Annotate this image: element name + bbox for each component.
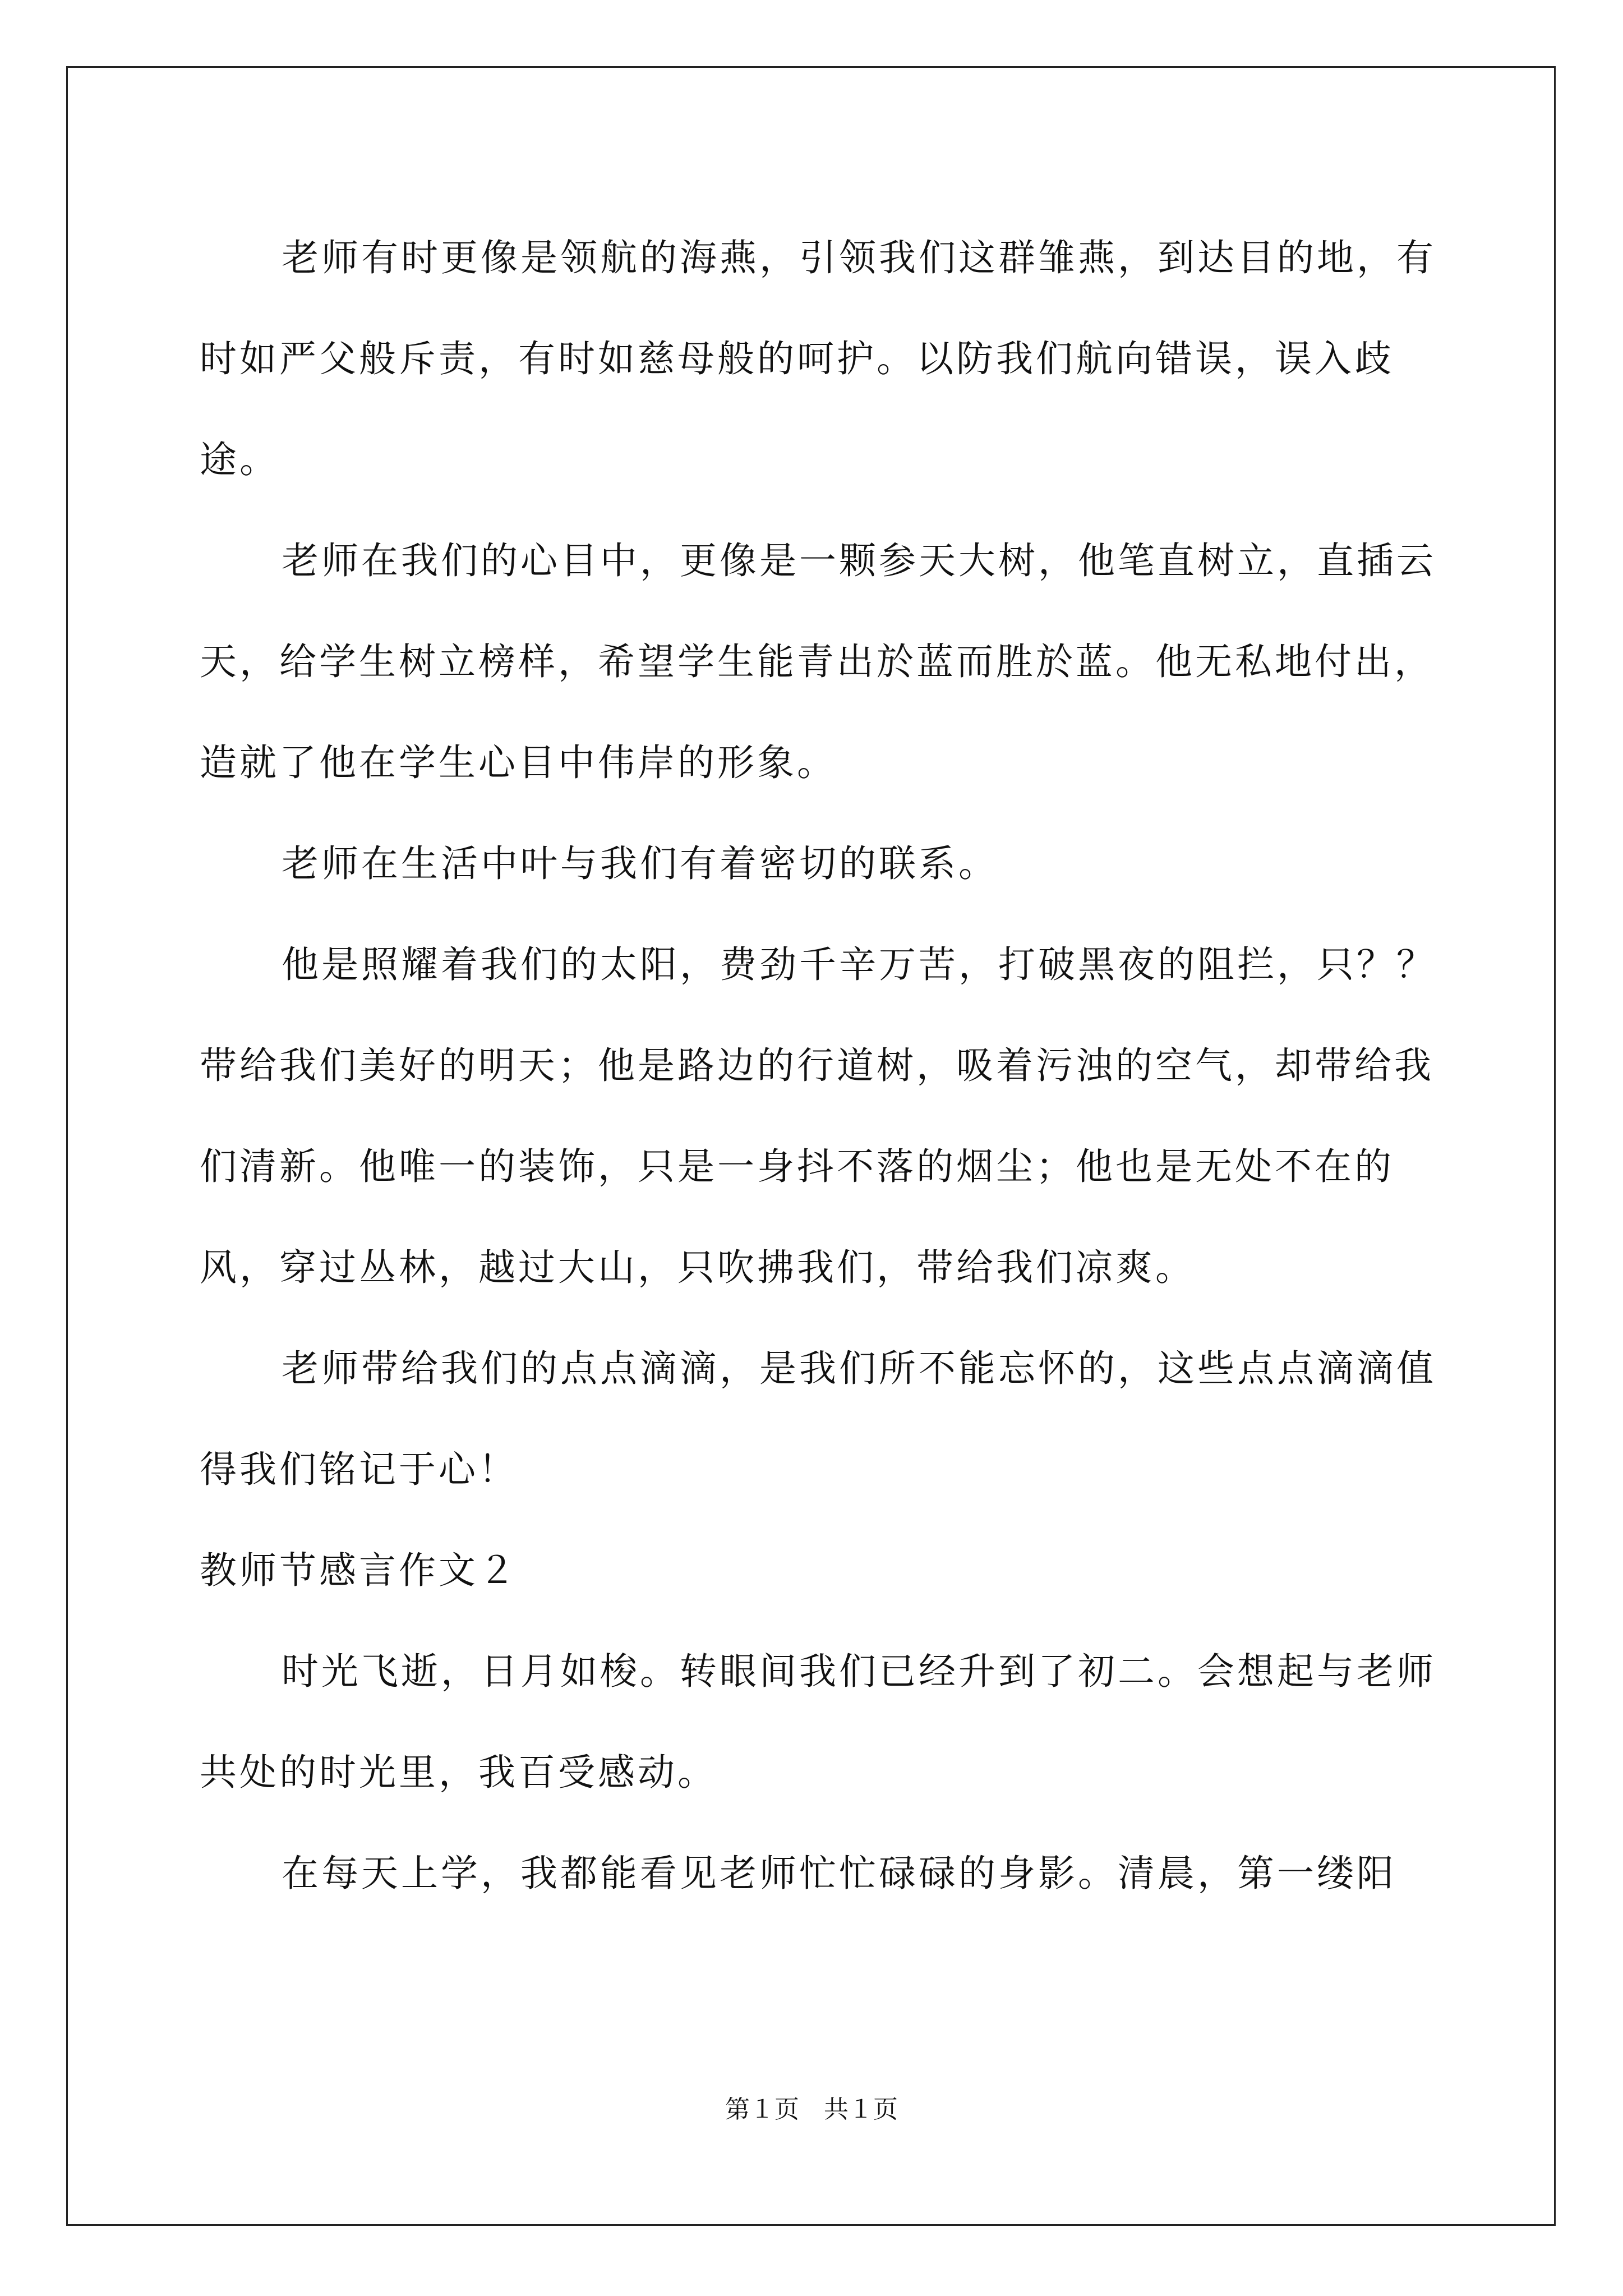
paragraph: 在每天上学，我都能看见老师忙忙碌碌的身影。清晨，第一缕阳	[282, 1852, 1396, 1895]
paragraph: 老师在生活中叶与我们有着密切的联系。	[282, 842, 998, 885]
document-body	[200, 208, 1456, 1924]
paragraph: 老师带给我们的点点滴滴，是我们所不能忘怀的，这些点点滴滴值得我们铭记于心！	[200, 1347, 1436, 1491]
paragraph: 老师有时更像是领航的海燕，引领我们这群雏燕，到达目的地，有时如严父般斥责，有时如慈母般的呵护。以防我们航向错误，误入歧途。	[200, 236, 1436, 481]
section-heading: 教师节感言作文２	[200, 1549, 518, 1592]
page-footer: 第１页 共１页	[725, 2096, 898, 2123]
paragraph: 时光飞逝，日月如梭。转眼间我们已经升到了初二。会想起与老师共处的时光里，我百受感动。	[200, 1650, 1436, 1794]
paragraph: 老师在我们的心目中，更像是一颗参天大树，他笔直树立，直插云天，给学生树立榜样，希望学生能青出於蓝而胜於蓝。他无私地付出，造就了他在学生心目中伟岸的形象。	[200, 539, 1436, 784]
paragraph: 他是照耀着我们的太阳，费劲千辛万苦，打破黑夜的阻拦，只？？带给我们美好的明天；他是路边的行道树，吸着污浊的空气，却带给我们清新。他唯一的装饰，只是一身抖不落的烟尘；他也是无处不在的风，穿过丛林，越过大山，只吹拂我们，带给我们凉爽。	[200, 943, 1436, 1289]
